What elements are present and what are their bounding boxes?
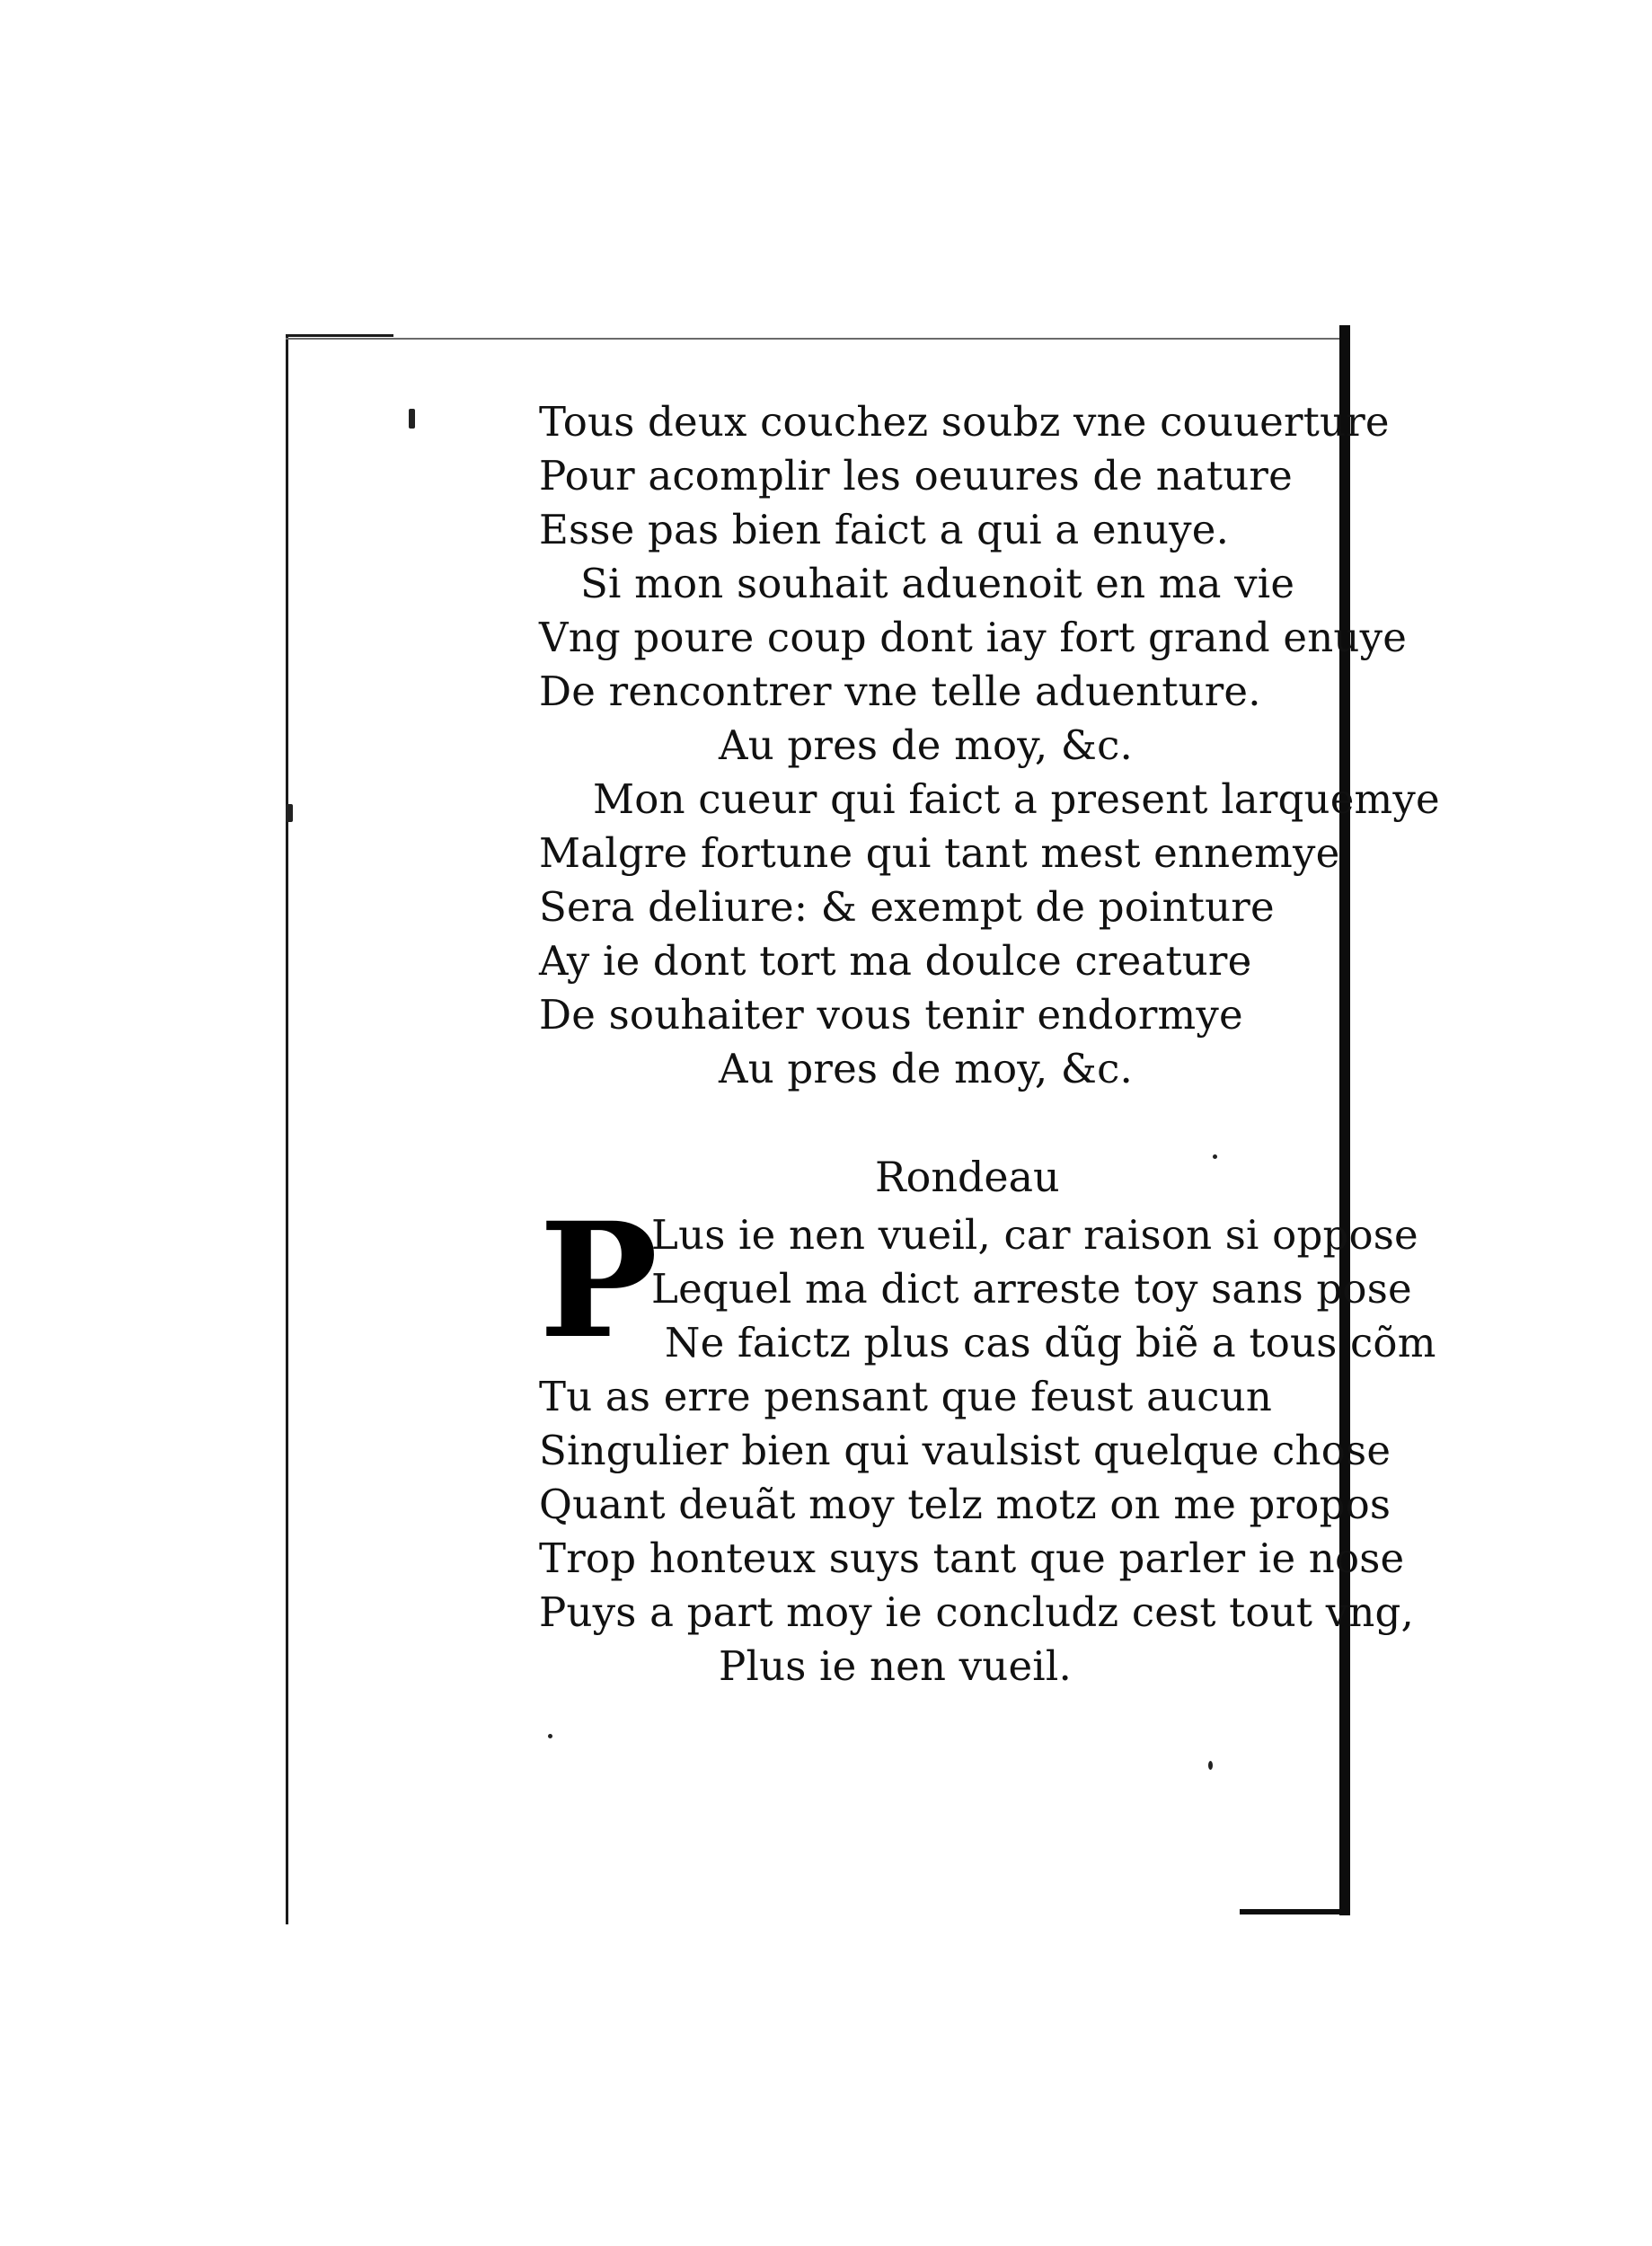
ink-speck <box>1213 1154 1217 1159</box>
rondeau-line: Ne faictz plus cas dũg biẽ a tous cõm <box>665 1319 1436 1366</box>
page-top-border <box>286 338 1341 340</box>
ink-speck <box>548 1734 552 1738</box>
verse-line: De souhaiter vous tenir endormye <box>539 991 1243 1039</box>
drop-cap: P <box>539 1188 658 1374</box>
verse-line: Ay ie dont tort ma doulce creature <box>539 937 1252 985</box>
verse-line: Sera deliure: & exempt de pointure <box>539 883 1275 931</box>
rondeau-line: Trop honteux suys tant que parler ie nose <box>539 1534 1405 1582</box>
verse-line: Tous deux couchez soubz vne couuerture <box>539 398 1390 446</box>
margin-mark <box>409 409 415 429</box>
verse-line: Vng poure coup dont iay fort grand enuye <box>539 614 1408 661</box>
verse-line: Mon cueur qui faict a present larquemye <box>593 775 1440 823</box>
refrain-line: Au pres de moy, &c. <box>719 1045 1134 1092</box>
rondeau-line: Quant deuãt moy telz motz on me propos <box>539 1481 1391 1528</box>
ink-speck <box>1208 1761 1213 1770</box>
verse-line: Malgre fortune qui tant mest ennemye <box>539 829 1340 877</box>
rondeau-title: Rondeau <box>875 1153 1060 1201</box>
rondeau-line: Lus ie nen vueil, car raison si oppose <box>651 1211 1418 1259</box>
verse-line: Si mon souhait aduenoit en ma vie <box>580 560 1295 607</box>
rondeau-refrain-line: Plus ie nen vueil. <box>719 1642 1072 1690</box>
rondeau-line: Singulier bien qui vaulsist quelque chose <box>539 1427 1391 1474</box>
page-right-border <box>1339 325 1350 1915</box>
refrain-line: Au pres de moy, &c. <box>719 721 1134 769</box>
rondeau-line: Puys a part moy ie concludz cest tout vng, <box>539 1588 1415 1636</box>
rondeau-line: Lequel ma dict arreste toy sans pose <box>651 1265 1412 1313</box>
rondeau-line: Tu as erre pensant que feust aucun <box>539 1373 1273 1420</box>
page-left-border <box>286 334 288 1924</box>
page-top-left-border <box>286 334 393 337</box>
page-bottom-border <box>1240 1909 1350 1914</box>
verse-line: De rencontrer vne telle aduenture. <box>539 668 1261 715</box>
verse-line: Pour acomplir les oeuures de nature <box>539 452 1293 500</box>
margin-mark <box>286 804 293 822</box>
verse-line: Esse pas bien faict a qui a enuye. <box>539 506 1230 553</box>
